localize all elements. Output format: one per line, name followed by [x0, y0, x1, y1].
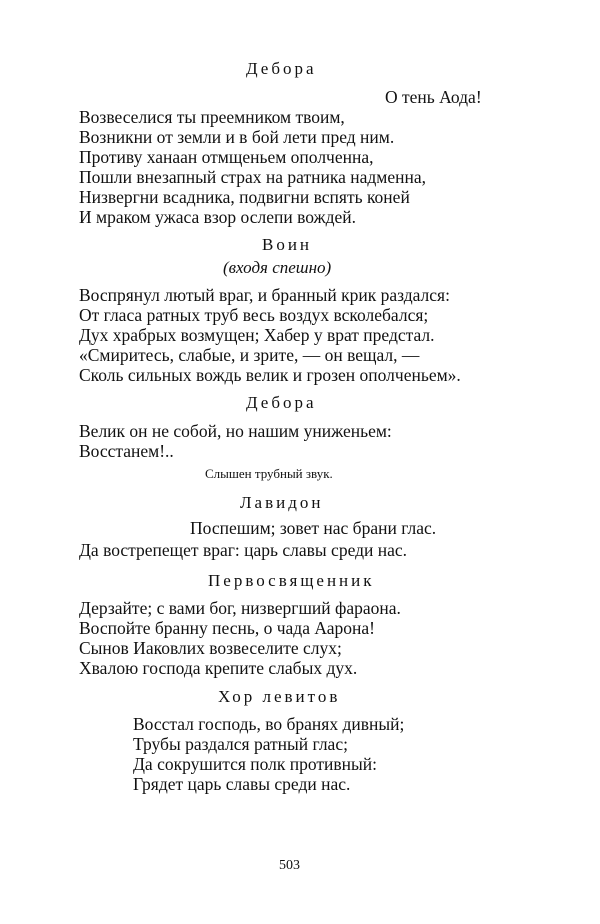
verse-line: Воспрянул лютый враг, и бранный крик раздался:	[79, 285, 450, 305]
verse-line: Воспойте бранну песнь, о чада Аарона!	[79, 618, 375, 638]
speaker-name: Воин	[262, 235, 313, 254]
verse-line: Велик он не собой, но нашим униженьем:	[79, 421, 392, 441]
speaker-name: Дебора	[246, 59, 317, 78]
verse-line: Противу ханаан отмщеньем ополченна,	[79, 147, 374, 167]
speaker-name: Лавидон	[240, 493, 324, 512]
verse-line: Трубы раздался ратный глас;	[133, 734, 348, 754]
verse-line: Сколь сильных вождь велик и грозен ополченьем».	[79, 365, 461, 385]
verse-line: Да вострепещет враг: царь славы среди нас.	[79, 540, 408, 560]
verse-line: И мраком ужаса взор ослепи вождей.	[79, 207, 357, 227]
verse-line: Дерзайте; с вами бог, низвергший фараона.	[79, 598, 401, 618]
verse-line: О тень Аода!	[385, 87, 482, 107]
verse-line: Низвергни всадника, подвигни вспять коней	[79, 187, 410, 207]
verse-line: Пошли внезапный страх на ратника надменна,	[79, 167, 426, 187]
page-number: 503	[279, 858, 300, 873]
verse-line: Грядет царь славы среди нас.	[133, 774, 351, 794]
verse-line: Поспешим; зовет нас брани глас.	[190, 518, 437, 538]
verse-line: Дух храбрых возмущен; Хабер у врат предстал.	[79, 325, 435, 345]
verse-line: «Смиритесь, слабые, и зрите, — он вещал, —	[79, 345, 420, 365]
speaker-name: Хор левитов	[218, 687, 341, 706]
verse-line: Хвалою господа крепите слабых дух.	[79, 658, 358, 678]
verse-line: От гласа ратных труб весь воздух всколебался;	[79, 305, 429, 325]
speaker-name: Дебора	[246, 393, 317, 412]
verse-line: Восстал господь, во бранях дивный;	[133, 714, 405, 734]
stage-note: Слышен трубный звук.	[205, 466, 333, 481]
verse-line: Сынов Иаковлих возвеселите слух;	[79, 638, 342, 658]
stage-direction: (входя спешно)	[223, 258, 332, 277]
verse-line: Восстанем!..	[79, 441, 174, 461]
verse-line: Да сокрушится полк противный:	[133, 754, 378, 774]
verse-line: Возникни от земли и в бой лети пред ним.	[79, 127, 395, 147]
verse-line: Возвеселися ты преемником твоим,	[79, 107, 345, 127]
speaker-name: Первосвященник	[208, 571, 375, 590]
